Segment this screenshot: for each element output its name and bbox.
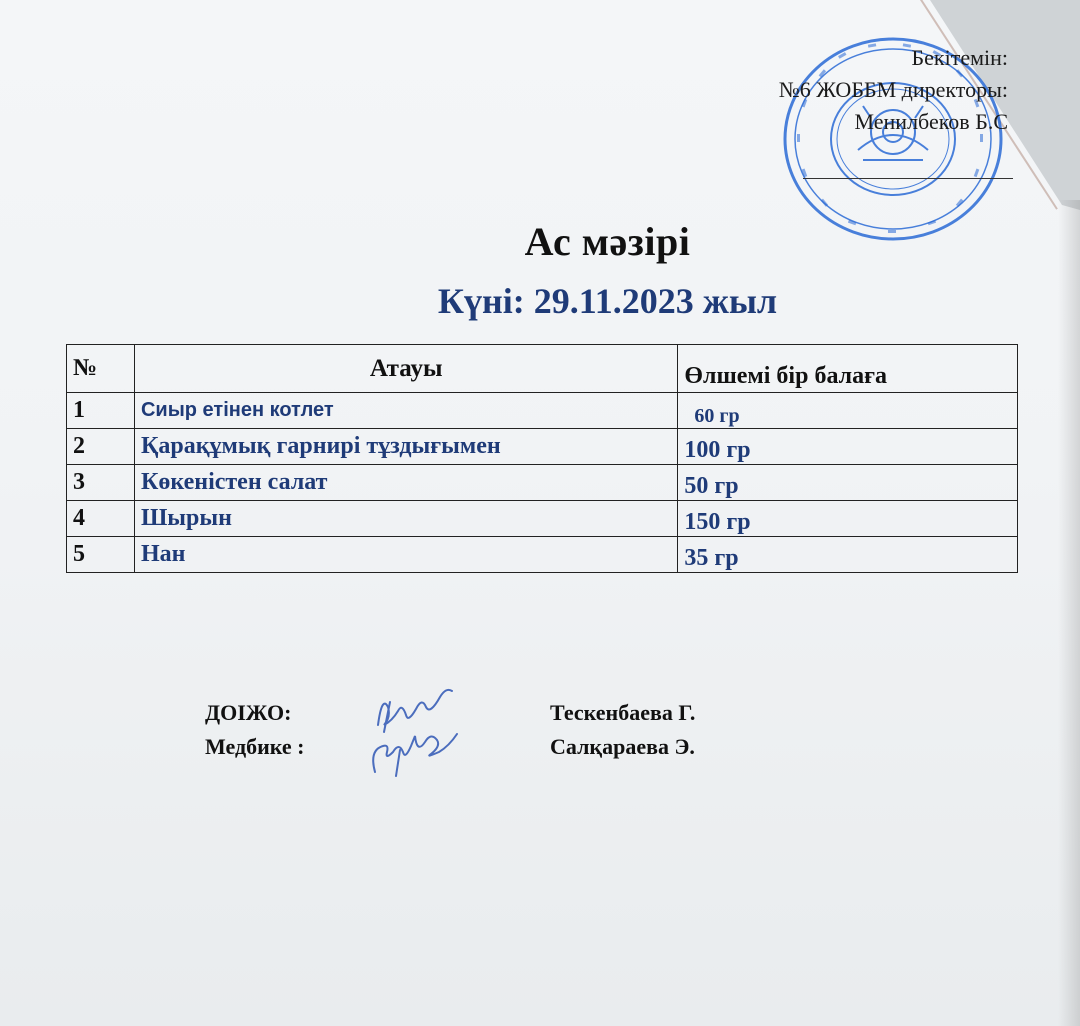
- handwritten-signatures: [360, 680, 480, 780]
- page-edge-shadow: [1058, 200, 1080, 1026]
- row-number: 2: [67, 429, 135, 465]
- table-row: [67, 537, 1018, 573]
- director-name: Менилбеков Б.С: [854, 109, 1008, 134]
- header-portion: Өлшемі бір балаға: [678, 345, 1018, 393]
- table-row: [67, 429, 1018, 465]
- menu-table: [66, 344, 1018, 573]
- dish-name: Көкеністен салат: [134, 465, 677, 501]
- page-title: Ас мәзірі: [524, 219, 691, 264]
- portion-size: 35 гр: [678, 537, 1018, 573]
- table-header-row: [67, 345, 1018, 393]
- portion-size: 150 гр: [678, 501, 1018, 537]
- row-number: 5: [67, 537, 135, 573]
- portion-size: 60 гр: [678, 393, 1018, 429]
- portion-size: 50 гр: [678, 465, 1018, 501]
- row-number: 1: [67, 393, 135, 429]
- dish-name: Сиыр етінен котлет: [134, 393, 677, 429]
- row-number: 3: [67, 465, 135, 501]
- signatory-name: Салқараева Э.: [550, 734, 695, 759]
- dish-name: Қарақұмық гарнирі тұздығымен: [134, 429, 677, 465]
- approval-block: [779, 42, 1008, 138]
- table-row: [67, 501, 1018, 537]
- table-row: [67, 393, 1018, 429]
- table-row: [67, 465, 1018, 501]
- dish-name: Шырын: [134, 501, 677, 537]
- approval-label: Бекітемін:: [911, 45, 1008, 70]
- dish-name: Нан: [134, 537, 677, 573]
- signature-line: [803, 178, 1013, 179]
- menu-date: Күні: 29.11.2023 жыл: [437, 281, 778, 321]
- header-name: Атауы: [134, 345, 677, 393]
- header-number: №: [67, 345, 135, 393]
- signatory-role: Медбике :: [205, 734, 305, 759]
- portion-size: 100 гр: [678, 429, 1018, 465]
- row-number: 4: [67, 501, 135, 537]
- signatory-name: Тескенбаева Г.: [550, 700, 696, 725]
- director-title: №6 ЖОББМ директоры:: [778, 77, 1008, 102]
- signatory-role: ДОІЖО:: [205, 700, 292, 725]
